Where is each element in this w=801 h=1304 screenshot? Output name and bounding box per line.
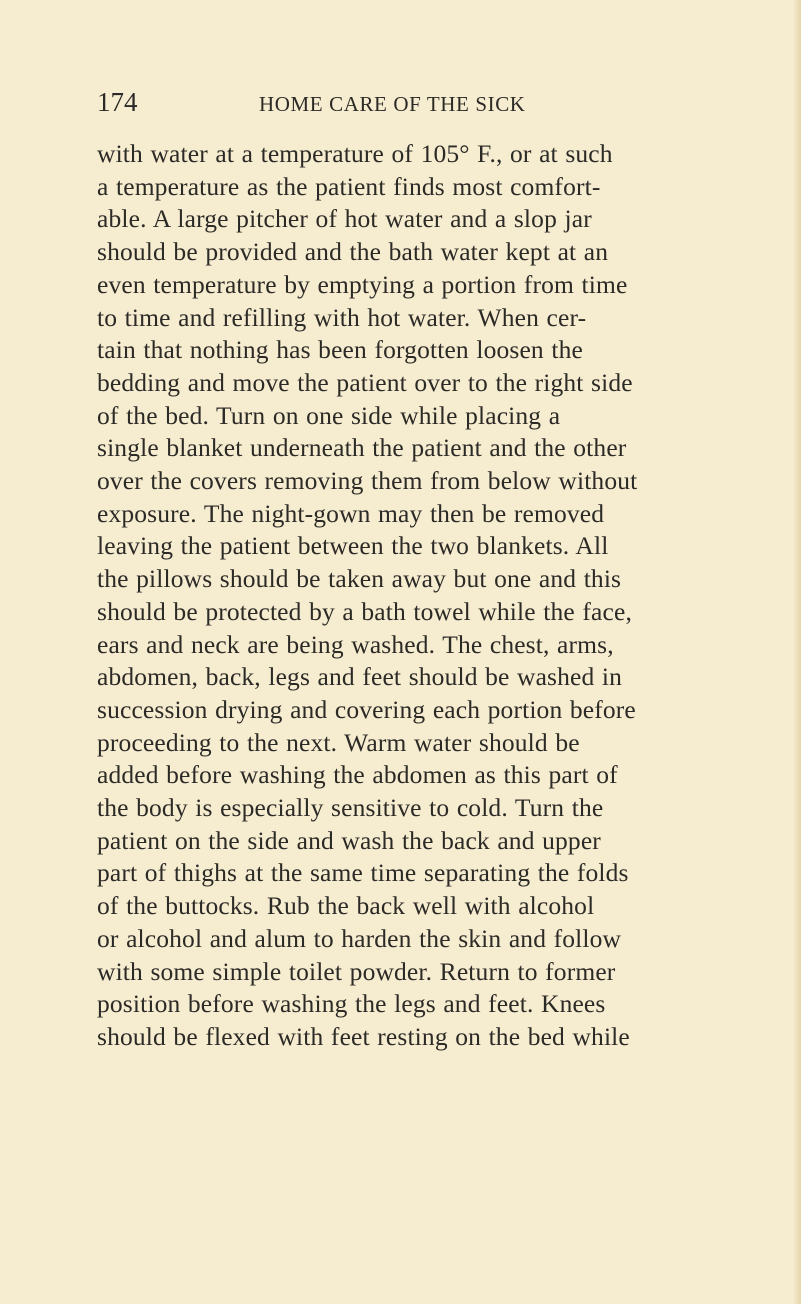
text-line: with some simple toilet powder. Return to former <box>97 956 616 986</box>
text-line: single blanket underneath the patient and the other <box>97 433 627 463</box>
text-line: to time and refilling with hot water. When cer- <box>97 302 587 332</box>
text-line: with water at a temperature of 105° F., or at such <box>97 139 613 168</box>
text-line: should be protected by a bath towel while the face, <box>97 596 632 626</box>
text-line: patient on the side and wash the back and upper <box>97 825 601 855</box>
text-line: over the covers removing them from below without <box>97 466 638 496</box>
text-line: the pillows should be taken away but one and this <box>97 564 622 594</box>
text-line: even temperature by emptying a portion from time <box>97 269 628 299</box>
text-line: should be provided and the bath water kept at an <box>97 237 609 267</box>
text-line: should be flexed with feet resting on the bed while <box>97 1021 630 1051</box>
text-line: able. A large pitcher of hot water and a slop jar <box>97 204 592 234</box>
running-title: HOME CARE OF THE SICK <box>259 92 526 116</box>
text-line: succession drying and covering each portion before <box>97 694 636 724</box>
body-paragraph <box>97 138 717 1054</box>
page-number: 174 <box>97 87 138 117</box>
text-line: leaving the patient between the two blankets. All <box>97 531 609 561</box>
text-line: position before washing the legs and feet. Knees <box>97 989 606 1019</box>
text-line: or alcohol and alum to harden the skin and follow <box>97 923 622 953</box>
running-head <box>97 84 703 120</box>
text-line: proceeding to the next. Warm water should be <box>97 727 580 757</box>
page-edge-shadow <box>793 0 801 1304</box>
text-line: bedding and move the patient over to the right side <box>97 367 633 397</box>
text-line: tain that nothing has been forgotten loosen the <box>97 335 583 365</box>
text-line: ears and neck are being washed. The chest, arms, <box>97 629 614 659</box>
text-line: exposure. The night-gown may then be removed <box>97 498 605 528</box>
text-line: added before washing the abdomen as this part of <box>97 760 618 790</box>
text-line: part of thighs at the same time separating the folds <box>97 858 629 888</box>
text-line: a temperature as the patient finds most comfort- <box>97 171 601 201</box>
text-line: of the bed. Turn on one side while placing a <box>97 400 561 430</box>
text-line: the body is especially sensitive to cold. Turn the <box>97 793 604 823</box>
text-line: abdomen, back, legs and feet should be washed in <box>97 662 623 692</box>
text-line: of the buttocks. Rub the back well with alcohol <box>97 891 595 921</box>
